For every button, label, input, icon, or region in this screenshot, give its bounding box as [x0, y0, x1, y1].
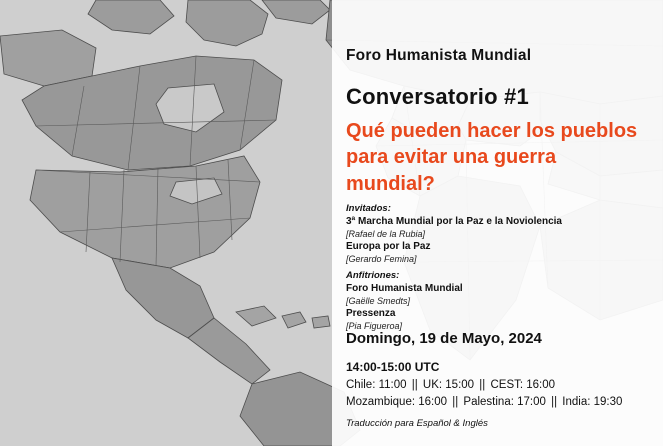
timezone-india: India: 19:30 — [562, 396, 623, 408]
event-date: Domingo, 19 de Mayo, 2024 — [346, 330, 542, 347]
anfitrion-entry — [346, 283, 646, 307]
invitado-organization: Europa por la Paz — [346, 241, 431, 252]
conversation-title: Conversatorio #1 — [346, 84, 529, 109]
anfitrion-person: [Pia Figueroa] — [346, 320, 403, 331]
timezone-separator: || — [411, 379, 418, 391]
invitados-label: Invitados: — [346, 203, 391, 214]
event-time-utc: 14:00-15:00 UTC — [346, 360, 440, 374]
forum-title: Foro Humanista Mundial — [346, 47, 532, 64]
invitado-organization: 3ª Marcha Mundial por la Paz e la Noviolencia — [346, 216, 562, 227]
invitado-person: [Gerardo Femina] — [346, 253, 417, 264]
anfitrion-person: [Gaëlle Smedts] — [346, 295, 411, 306]
anfitriones-label: Anfitriones: — [346, 270, 400, 281]
timezone-separator: || — [551, 396, 558, 408]
translation-note: Traducción para Español & Inglés — [346, 418, 488, 429]
timezone-separator: || — [452, 396, 459, 408]
invitado-person: [Rafael de la Rubia] — [346, 228, 426, 239]
anfitrion-organization: Foro Humanista Mundial — [346, 283, 463, 294]
timezone-mozambique: Mozambique: 16:00 — [346, 396, 448, 408]
timezone-cest: CEST: 16:00 — [490, 379, 556, 391]
timezone-chile: Chile: 11:00 — [346, 379, 407, 391]
headline-question: Qué pueden hacer los pueblos para evitar una guerra mundial? — [346, 120, 638, 195]
timezone-row-2 — [346, 396, 622, 408]
timezone-row-1 — [346, 379, 555, 391]
content-panel — [332, 0, 663, 446]
anfitrion-entry — [346, 308, 646, 332]
timezone-uk: UK: 15:00 — [422, 379, 475, 391]
timezone-separator: || — [479, 379, 486, 391]
anfitrion-organization: Pressenza — [346, 308, 396, 319]
invitado-entry — [346, 216, 646, 240]
timezone-palestina: Palestina: 17:00 — [463, 396, 546, 408]
invitado-entry — [346, 241, 646, 265]
